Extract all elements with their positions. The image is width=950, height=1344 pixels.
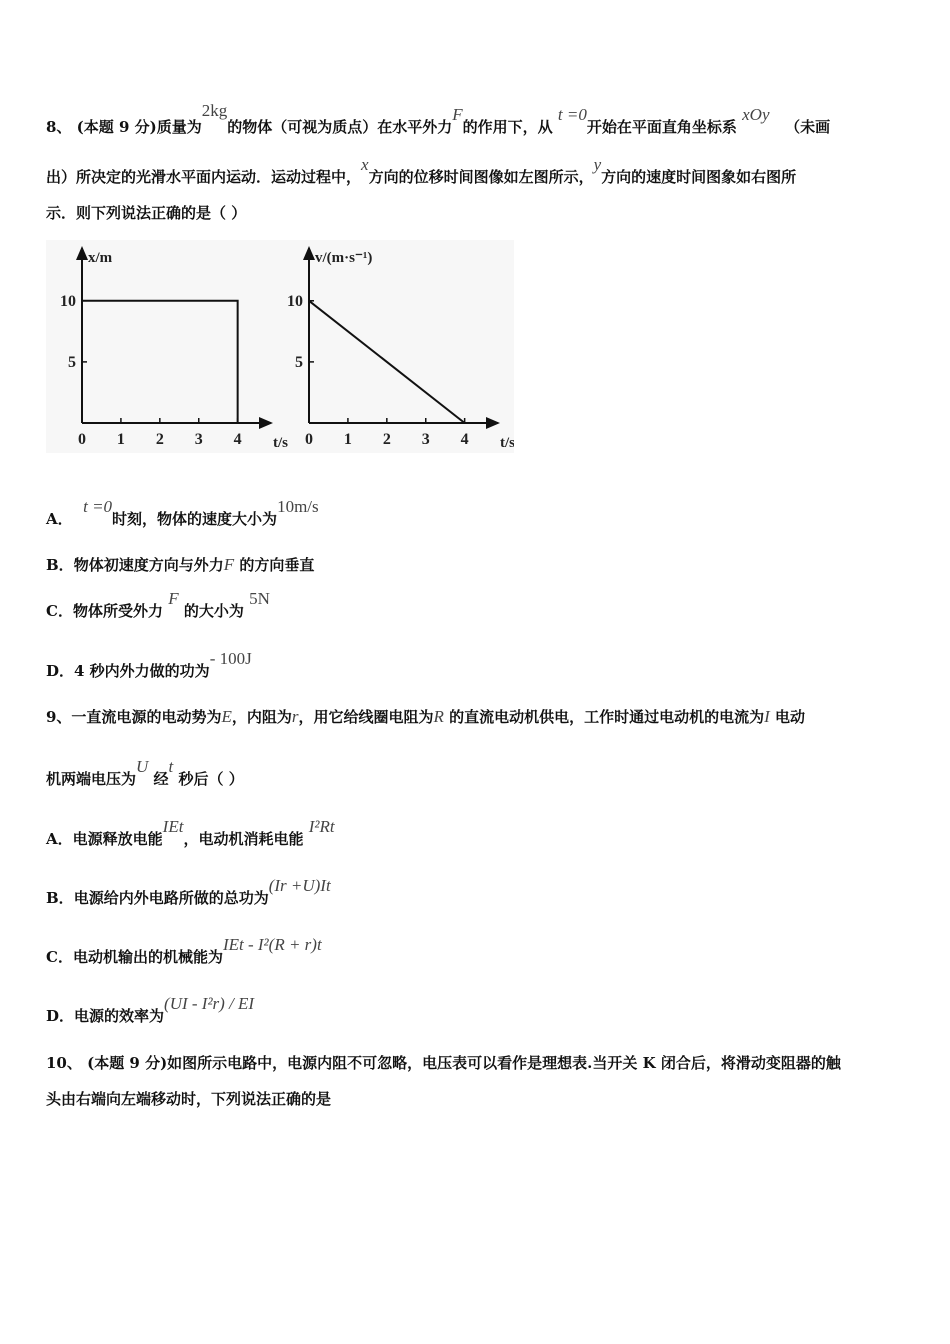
q8-line-3: 示．则下列说法正确的是（ ） (46, 204, 247, 222)
q8-line-1: 8、 (本题 9 分)质量为2kg的物体（可视为质点）在水平外力F的作用下，从 t =0开始在平面直角坐标系 xOy （未画 (46, 101, 831, 136)
math-a2: 10m/s (277, 497, 319, 516)
chart-x-t (60, 248, 288, 451)
series-line-x (82, 301, 238, 423)
y-tick-label: 5 (68, 353, 76, 371)
math-t: t (168, 757, 174, 776)
q10-line-2: 头由右端向左端移动时，下列说法正确的是 (46, 1090, 332, 1108)
series-line-v (309, 301, 465, 423)
math-x: x (361, 155, 369, 174)
math-9a2: I²Rt (308, 817, 335, 836)
y-axis-label: x/m (88, 250, 113, 266)
q9-line-1: 9、一直流电源的电动势为E，内阻为r，用它给线圈电阻为R 的直流电动机供电，工作时通过电动机的电流为I 电动 (46, 707, 806, 726)
q8-graphs (46, 240, 514, 453)
math-c1: F (168, 589, 179, 608)
math-9d1: (UI - I²r) / EI (164, 994, 255, 1013)
y-tick-label: 10 (287, 292, 303, 310)
math-9a1: IEt (162, 817, 184, 836)
math-U: U (136, 757, 149, 776)
math-9c1: IEt - I²(R + r)t (222, 935, 322, 954)
math-a1: t =0 (83, 497, 113, 516)
math-force: F (452, 105, 463, 124)
x-tick-label: 3 (194, 431, 203, 448)
q9-option-b: B．电源给内外电路所做的总功为(Ir +U)It (46, 876, 331, 907)
x-tick-label: 1 (343, 431, 352, 448)
math-r: r (291, 707, 299, 726)
q9-option-c: C．电动机输出的机械能为IEt - I²(R + r)t (46, 935, 322, 966)
y-tick-label: 5 (295, 353, 303, 371)
q10-line-1: 10、 (本题 9 分)如图所示电路中，电源内阻不可忽略，电压表可以看作是理想表.当开关 K 闭合后，将滑动变阻器的触 (46, 1054, 841, 1072)
graphs-svg (46, 240, 514, 453)
math-t0: t =0 (557, 105, 587, 124)
x-tick-label: 4 (460, 431, 469, 448)
math-xoy: xOy (742, 105, 770, 124)
math-9b1: (Ir +U)It (268, 876, 331, 895)
q8-option-b: B．物体初速度方向与外力F 的方向垂直 (46, 555, 315, 574)
y-tick-label: 10 (60, 292, 76, 310)
q8-number: 8、 (46, 118, 72, 136)
x-axis-label: t/s (500, 435, 514, 451)
y-axis-label: v/(m·s⁻¹) (315, 250, 373, 266)
math-d1: - 100J (209, 649, 252, 668)
x-tick-label: 3 (421, 431, 430, 448)
q8-option-c: C．物体所受外力 F 的大小为 5N (46, 589, 270, 620)
q8-line-2: 出）所决定的光滑水平面内运动．运动过程中，x方向的位移时间图像如左图所示，y方向的速度时间图象如右图所 (46, 155, 797, 186)
math-y: y (593, 155, 602, 174)
q9-option-d: D．电源的效率为(UI - I²r) / EI (46, 994, 255, 1025)
x-tick-label: 1 (116, 431, 125, 448)
x-tick-label: 2 (155, 431, 164, 448)
q8-meta: (本题 9 分) (76, 118, 157, 136)
math-I: I (764, 707, 770, 726)
x-tick-label: 0 (78, 431, 86, 448)
math-R: R (433, 707, 444, 726)
math-b1: F (223, 555, 235, 574)
x-tick-label: 4 (233, 431, 242, 448)
x-tick-label: 2 (382, 431, 391, 448)
math-c2: 5N (249, 589, 270, 608)
x-tick-label: 0 (305, 431, 313, 448)
math-mass: 2kg (201, 101, 228, 120)
math-E: E (221, 707, 232, 726)
x-axis-label: t/s (273, 435, 288, 451)
q9-line-2: 机两端电压为U 经t 秒后（ ） (46, 757, 244, 788)
q8-option-a: A． t =0时刻，物体的速度大小为10m/s (46, 497, 319, 528)
q9-option-a: A．电源释放电能IEt，电动机消耗电能 I²Rt (46, 817, 335, 848)
chart-v-t (287, 248, 514, 451)
q8-option-d: D．4 秒内外力做的功为- 100J (46, 649, 252, 680)
